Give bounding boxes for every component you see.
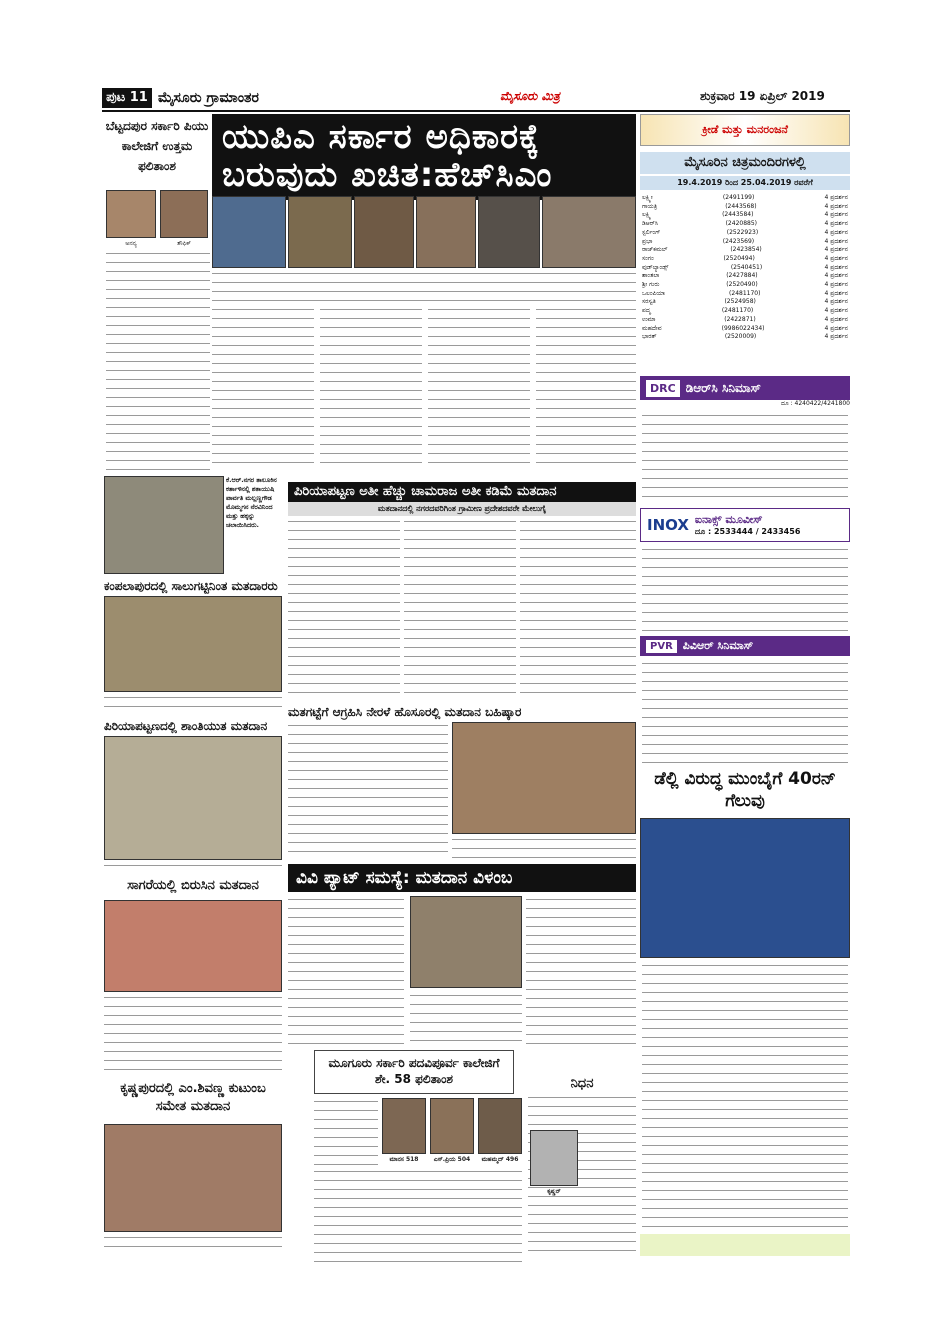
main-article-col-2	[320, 306, 422, 470]
theater-shows: 4 ಪ್ರದರ್ಶನ	[824, 263, 848, 271]
inox-show-timings	[642, 546, 848, 632]
vvpat-col-1	[288, 896, 404, 1046]
theater-name: ಪದ್ಮ	[642, 307, 651, 315]
section-title: ಮೈಸೂರು ಗ್ರಾಮಾಂತರ	[158, 90, 259, 106]
obituary-photo	[530, 1130, 578, 1186]
cricket-article-text	[642, 962, 848, 1232]
hdk-photo-3	[354, 196, 414, 268]
hdk-photo-1	[212, 196, 286, 268]
krishnapura-photo	[104, 1124, 282, 1232]
theater-phone: (2443584)	[722, 211, 754, 219]
drc-show-timings	[642, 412, 848, 504]
theater-name: ಗಾಯತ್ರಿ	[642, 202, 658, 210]
theater-shows: 4 ಪ್ರದರ್ಶನ	[824, 333, 848, 341]
pvr-header	[640, 636, 850, 656]
theater-phone: (2520494)	[723, 254, 755, 262]
pvr-name: ಪಿವಿಆರ್ ಸಿನಿಮಾಸ್	[682, 639, 754, 652]
periyapatna-photo	[104, 736, 282, 860]
periyapatna-col-2	[404, 518, 516, 698]
theater-shows: 4 ಪ್ರದರ್ಶನ	[824, 202, 848, 210]
student-name-2: ತೌಫಿಕ್	[177, 240, 191, 247]
topper-result-1: ಮಾನಸ 518	[389, 1156, 419, 1163]
theater-name: ಪ್ರಭಾ	[642, 237, 653, 245]
theater-shows: 4 ಪ್ರದರ್ಶನ	[824, 315, 848, 323]
theater-shows: 4 ಪ್ರದರ್ಶನ	[824, 237, 848, 245]
theater-name: ಸ್ಟರ್ಲಿಂಗ್	[642, 228, 661, 236]
college-article-text	[106, 250, 210, 470]
theater-row	[642, 246, 848, 255]
voter-photo-krnagar	[104, 476, 224, 574]
theater-row	[642, 272, 848, 281]
theater-name: ಭಾರತ್	[642, 333, 657, 341]
theater-row	[642, 203, 848, 212]
vvpat-headline: ವಿವಿ ಪ್ಯಾಟ್ ಸಮಸ್ಯೆ: ಮತದಾನ ವಿಳಂಬ	[288, 864, 636, 892]
theater-shows: 4 ಪ್ರದರ್ಶನ	[824, 324, 848, 332]
cricket-photo	[640, 818, 850, 958]
theater-phone: (9986022434)	[721, 324, 765, 332]
theater-row	[642, 290, 848, 299]
theater-row	[642, 255, 848, 264]
theater-row	[642, 238, 848, 247]
theater-name: ಸರಸ್ವತಿ	[642, 298, 656, 306]
topper-photo-1	[382, 1098, 426, 1154]
main-article-col-3	[428, 306, 530, 470]
kampalapura-photo	[104, 596, 282, 692]
vvpat-col-3	[526, 896, 636, 1046]
mooguru-article-text-2	[314, 1168, 522, 1264]
theater-phone: (2427884)	[726, 272, 758, 280]
theater-phone: (2520009)	[724, 333, 757, 341]
theater-shows: 4 ಪ್ರದರ್ಶನ	[824, 281, 848, 289]
theater-row	[642, 333, 848, 342]
hdk-photo-6	[542, 196, 636, 268]
theater-shows: 4 ಪ್ರದರ್ಶನ	[824, 220, 848, 228]
inox-name: ಐನಾಕ್ಸ್ ಮೂವೀಸ್	[694, 513, 763, 526]
kampalapura-headline: ಕಂಪಲಾಪುರದಲ್ಲಿ ಸಾಲುಗಟ್ಟಿನಿಂತ ಮತದಾರರು	[104, 579, 278, 593]
drc-name: ಡಿಆರ್‌ಸಿ ಸಿನಿಮಾಸ್	[685, 380, 761, 395]
vvpat-photo	[410, 896, 522, 988]
theater-phone: (2481170)	[721, 307, 754, 315]
theater-name: ಲಕ್ಷ್ಮೀ	[642, 194, 653, 201]
theater-row	[642, 298, 848, 307]
page-number: ಪುಟ 11	[102, 88, 152, 108]
theater-phone: (2443568)	[725, 202, 757, 210]
theater-row	[642, 220, 848, 229]
topper-photo-2	[430, 1098, 474, 1154]
theater-phone: (2522923)	[726, 228, 759, 236]
cinema-dates: 19.4.2019 ರಿಂದ 25.04.2019 ರವರೆಗೆ	[640, 176, 850, 190]
theater-row	[642, 316, 848, 325]
theater-row	[642, 211, 848, 220]
theater-shows: 4 ಪ್ರದರ್ಶನ	[824, 307, 848, 315]
theater-row	[642, 307, 848, 316]
theater-row	[642, 229, 848, 238]
periyapatna-col-3	[520, 518, 636, 698]
theater-phone: (2520490)	[726, 281, 758, 289]
obituary-name: ಕೃಷ್ಣನ್	[547, 1188, 561, 1195]
hosur-photo	[452, 722, 636, 834]
theater-row	[642, 194, 848, 203]
theater-shows: 4 ಪ್ರದರ್ಶನ	[824, 272, 848, 280]
theater-name: ಶಾಂತಲಾ	[642, 272, 660, 280]
theater-phone: (2491199)	[722, 194, 755, 201]
kampalapura-caption	[104, 694, 282, 714]
sagare-article-text	[104, 994, 282, 1074]
theater-shows: 4 ಪ್ರದರ್ಶನ	[824, 228, 848, 236]
theater-name: ಸಂಗಂ	[642, 254, 654, 262]
theater-name: ವುಡ್‌ಲ್ಯಾಂಡ್ಸ್	[642, 263, 669, 271]
sagare-headline: ಸಾಗರೆಯಲ್ಲಿ ಬಿರುಸಿನ ಮತದಾನ	[127, 878, 259, 893]
krishnapura-headline: ಕೃಷ್ಣಪುರದಲ್ಲಿ ಎಂ.ಶಿವಣ್ಣ ಕುಟುಂಬ ಸಮೇತ ಮತದಾನ	[120, 1081, 266, 1114]
drc-logo-icon: DRC	[646, 380, 680, 397]
quote-strip	[640, 1234, 850, 1256]
theater-shows: 4 ಪ್ರದರ್ಶನ	[824, 211, 848, 219]
vvpat-col-2	[410, 992, 522, 1046]
sagare-photo	[104, 900, 282, 992]
drc-phone: ದೂ : 4240422/4241800	[780, 400, 850, 407]
theater-shows: 4 ಪ್ರದರ್ಶನ	[824, 298, 848, 306]
topper-result-3: ಮಹಮ್ಮದ್ 496	[481, 1156, 519, 1163]
periyapatna-col-1	[288, 518, 400, 698]
topper-photo-3	[478, 1098, 522, 1154]
theater-name: ಮಹದೇವ	[642, 324, 662, 332]
theater-name: ಲಕ್ಷ್ಮಿ	[642, 211, 651, 219]
theater-phone: (2481170)	[729, 289, 761, 297]
krnagar-caption: ಕೆ.ಆರ್.ನಗರ ತಾಲೂಕಿನ ಕರ್ತಾಳಿನಲ್ಲಿ ಶತಾಯುಷಿ ಪಾರ್ವತಿ ಮಲ್ಲಣ್ಣಗೌಡ ಮೊಮ್ಮಗನ ನೆರವಿನಿಂದ ಮತ್ತು ಹಕ್ಕನ್ನು ಚಲಾಯಿಸಿದರು.	[226, 476, 277, 529]
main-headline-box	[212, 114, 636, 200]
newspaper-brand: ಮೈಸೂರು ಮಿತ್ರ	[500, 89, 560, 103]
hosur-headline: ಮತಗಟ್ಟೆಗೆ ಆಗ್ರಹಿಸಿ ನೇರಳೆ ಹೊಸೂರಲ್ಲಿ ಮತದಾನ ಬಹಿಷ್ಕಾರ	[288, 705, 522, 719]
theater-phone: (2524958)	[724, 298, 756, 306]
theater-shows: 4 ಪ್ರದರ್ಶನ	[824, 194, 848, 201]
theater-shows: 4 ಪ್ರದರ್ಶನ	[824, 254, 848, 262]
hdk-photo-4	[416, 196, 476, 268]
student-name-1: ಅನನ್ಯ	[125, 240, 137, 247]
theater-name: ರಾಜ್‌ಕಮಲ್	[642, 246, 668, 254]
topper-result-2: ಎಸ್.ಪ್ರಿಯ 504	[433, 1156, 471, 1163]
cricket-headline: ಡೆಲ್ಲಿ ವಿರುದ್ಧ ಮುಂಬೈಗೆ 40ರನ್ ಗೆಲುವು	[654, 769, 836, 811]
issue-date: ಶುಕ್ರವಾರ 19 ಏಪ್ರಿಲ್ 2019	[700, 89, 825, 103]
theater-row	[642, 281, 848, 290]
periyapatna-caption	[104, 862, 282, 872]
periyapatna-subheadline: ಮತದಾನದಲ್ಲಿ ನಗರದವರಿಗಿಂತ ಗ್ರಾಮೀಣ ಪ್ರದೇಶದವರೇ ಮೇಲುಗೈ	[288, 502, 636, 516]
drc-header	[640, 376, 850, 400]
periyapatna-headline: ಪಿರಿಯಾಪಟ್ಟಣ ಅತೀ ಹೆಚ್ಚು ಚಾಮರಾಜ ಅತೀ ಕಡಿಮೆ ಮತದಾನ	[288, 482, 636, 502]
theater-phone: (2423854)	[730, 246, 762, 254]
sports-banner: ಕ್ರೀಡೆ ಮತ್ತು ಮನರಂಜನೆ	[640, 114, 850, 146]
hosur-article-text	[288, 722, 448, 858]
mooguru-headline: ಮೂಗೂರು ಸರ್ಕಾರಿ ಪದವಿಪೂರ್ವ ಕಾಲೇಜಿಗೆ ಶೇ. 58 ಫಲಿತಾಂಶ	[314, 1050, 514, 1094]
pvr-logo-icon: PVR	[646, 640, 677, 653]
theater-phone: (2423569)	[722, 237, 755, 245]
inox-phone: ದೂ : 2533444 / 2433456	[694, 527, 801, 536]
obituary-title: ನಿಧನ	[570, 1076, 594, 1091]
college-headline: ಬೆಟ್ಟದಪುರ ಸರ್ಕಾರಿ ಪಿಯು ಕಾಲೇಜಿಗೆ ಉತ್ತಮ ಫಲಿತಾಂಶ	[105, 119, 209, 173]
student-photo-2	[160, 190, 208, 238]
theater-row	[642, 264, 848, 273]
inox-header	[640, 508, 850, 542]
inox-logo-icon: INOX	[647, 516, 689, 534]
pvr-show-timings	[642, 660, 848, 764]
theater-phone: (2420885)	[725, 220, 757, 228]
main-headline: ಯುಪಿಎ ಸರ್ಕಾರ ಅಧಿಕಾರಕ್ಕೆ ಬರುವುದು ಖಚಿತ:ಹೆಚ್‌ಸಿಎಂ	[222, 117, 553, 195]
hdk-photo-caption	[212, 270, 636, 302]
cinema-title: ಮೈಸೂರಿನ ಚಿತ್ರಮಂದಿರಗಳಲ್ಲಿ	[640, 152, 850, 174]
theater-shows: 4 ಪ್ರದರ್ಶನ	[824, 246, 848, 254]
periyapatna-left-headline: ಪಿರಿಯಾಪಟ್ಟಣದಲ್ಲಿ ಶಾಂತಿಯುತ ಮತದಾನ	[104, 719, 268, 733]
student-photo-1	[106, 190, 156, 238]
theater-name: ಶ್ರೀ ಗುರು	[642, 281, 660, 289]
theater-phone: (2422871)	[724, 315, 756, 323]
theater-name: ಉಮಾ	[642, 315, 656, 323]
theater-table	[642, 194, 848, 370]
hdk-photo-5	[478, 196, 540, 268]
hosur-caption	[452, 836, 636, 860]
theater-name: ಒಲಂಪಿಯಾ	[642, 289, 665, 297]
masthead-rule	[102, 110, 850, 112]
theater-shows: 4 ಪ್ರದರ್ಶನ	[824, 289, 848, 297]
main-article-col-1	[212, 306, 314, 470]
theater-phone: (2540451)	[730, 263, 763, 271]
main-article-col-4	[536, 306, 636, 470]
hdk-photo-2	[288, 196, 352, 268]
theater-row	[642, 325, 848, 334]
theater-name: ಡಿಆರ್‌ಸಿ	[642, 220, 659, 228]
krishnapura-caption	[104, 1234, 282, 1254]
